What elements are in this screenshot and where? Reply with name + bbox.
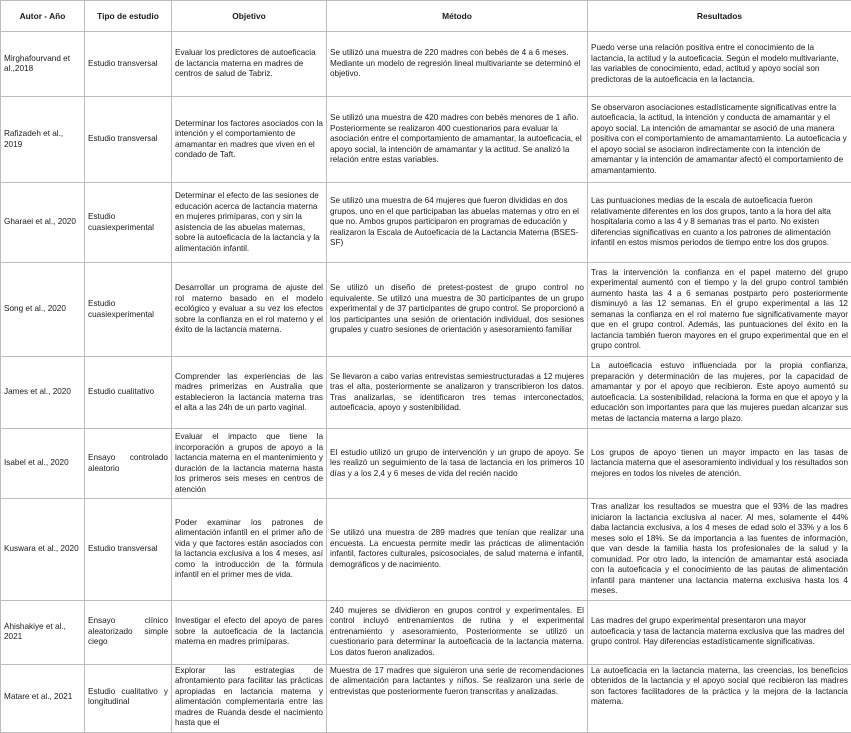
cell-objetivo: Determinar el efecto de las sesiones de educación acerca de lactancia materna en mujeres primíparas, con y sin la asistencia de las abuelas maternas, sobre la autoeficacia de la lactancia y la alimentación infantil.	[172, 183, 327, 263]
cell-objetivo: Comprender las experiencias de las madres primerizas en Australia que establecieron la lactancia materna tras el alta a las 24h de un parto vaginal.	[172, 357, 327, 429]
cell-resultados: Se observaron asociaciones estadísticamente significativas entre la autoeficacia, la actitud, la intención y conducta de amamantar y el apoyo social. La intención de amamantar se asoció de una manera positiva con el comportamiento de amamantamiento. La autoeficacia y el apoyo social se asociaron indirectamente con la intención de amamantar y la intención de amamantar afectó el comportamiento de amamantamiento.	[588, 97, 851, 183]
cell-metodo: Se utilizó una muestra de 220 madres con bebés de 4 a 6 meses. Mediante un modelo de regresión lineal multivariante se determinó el objetivo.	[327, 32, 588, 97]
header-objetivo: Objetivo	[172, 1, 327, 32]
cell-autor: Isabel et al., 2020	[1, 429, 85, 499]
cell-autor: James et al., 2020	[1, 357, 85, 429]
header-resultados: Resultados	[588, 1, 851, 32]
header-row	[1, 1, 851, 32]
table-row	[1, 97, 851, 183]
cell-tipo: Estudio cuasiexperimental	[85, 263, 172, 357]
cell-autor: Gharaei et al., 2020	[1, 183, 85, 263]
cell-metodo: El estudio utilizó un grupo de intervención y un grupo de apoyo. Se les realizó un seguimiento de la tasa de lactancia en los primeros 10 días y a los 2,4 y 6 meses de vida del recién nacido	[327, 429, 588, 499]
cell-metodo: Se llevaron a cabo varias entrevistas semiestructuradas a 12 mujeres tras el alta, posteriormente se analizaron y transcribieron los datos. Tras analizarlas, se identificaron tres temas interconectados, autoeficacia, apoyo y sostenibilidad.	[327, 357, 588, 429]
cell-resultados: Tras analizar los resultados se muestra que el 93% de las madres iniciaron la lactancia exclusiva al nacer. Al mes, solamente el 44% daba lactancia exclusiva, a los 4 meses de edad solo el 33% y a los 6 meses solo el 18%. Se da importancia a las fuentes de información, que van desde la familia hasta los profesionales de la salud y la comunidad. Por otro lado, la intención de amamantar está asociada con la autoeficacia y el conocimiento de las pautas de alimentación infantil para mantener una lactancia materna exclusiva hasta los 4 meses.	[588, 499, 851, 601]
cell-metodo: Se utilizó una muestra de 64 mujeres que fueron divididas en dos grupos, uno en el que participaban las abuelas maternas y otro en el que no. Ambos grupos participaron en programas de educación y realizaron la Escala de Autoeficacia de la Lactancia Materna (BSES-SF)	[327, 183, 588, 263]
cell-tipo: Estudio transversal	[85, 499, 172, 601]
cell-tipo: Estudio cuasiexperimental	[85, 183, 172, 263]
cell-autor: Song et al., 2020	[1, 263, 85, 357]
cell-resultados: La autoeficacia estuvo influenciada por la propia confianza, preparación y determinación de las mujeres, por la capacidad de amamantar y por el apoyo que recibieron. Este apoyo aumentó su autoeficacia. La sostenibilidad, relaciona la forma en que el apoyo y la educación son importantes para que las mujeres puedan alcanzar sus metas de lactancia materna a largo plazo.	[588, 357, 851, 429]
cell-objetivo: Desarrollar un programa de ajuste del rol materno basado en el modelo ecológico y evaluar a su vez los efectos sobre la confianza en el rol materno y el éxito de la lactancia materna.	[172, 263, 327, 357]
table-row	[1, 664, 851, 732]
table-row	[1, 263, 851, 357]
header-autor: Autor - Año	[1, 1, 85, 32]
cell-resultados: Las madres del grupo experimental presentaron una mayor autoeficacia y tasa de lactancia materna exclusiva que las madres del grupo control. Hay diferencias estadísticamente significativas.	[588, 600, 851, 664]
cell-tipo: Ensayo controlado aleatorio	[85, 429, 172, 499]
table-row	[1, 429, 851, 499]
cell-metodo: Se utilizó un diseño de pretest-postest de grupo control no equivalente. Se utilizó una muestra de 30 participantes de un grupo experimental y de 37 participantes de grupo control. Se proporcionó a los participantes una sesión de orientación individual, dos sesiones grupales y cuatro sesiones de orientación y asesoramiento familiar	[327, 263, 588, 357]
cell-tipo: Estudio transversal	[85, 32, 172, 97]
cell-metodo: 240 mujeres se dividieron en grupos control y experimentales. El control incluyó entrenamientos de rutina y el experimental entrenamiento y asesoramiento, Posteriormente se utilizó un cuestionario para determinar la autoeficacia de la lactancia materna. Los datos fueron analizados.	[327, 600, 588, 664]
cell-resultados: Tras la intervención la confianza en el papel materno del grupo experimental aumentó con el tiempo y la del grupo control también aumento hasta las 4 a 6 semanas postparto pero posteriormente disminuyó a las 12 semanas. En el grupo experimental a las 12 semanas la confianza en el rol materno fue significativamente mayor que en el grupo control. Además, las puntuaciones del éxito en la lactancia también fueron mayores en el grupo experimental que en el grupo control.	[588, 263, 851, 357]
cell-objetivo: Explorar las estrategias de afrontamiento para facilitar las prácticas apropiadas en lactancia materna y alimentación complementaria entre las madres de Ruanda desde el nacimiento hasta que el	[172, 664, 327, 732]
table-row	[1, 357, 851, 429]
cell-resultados: Las puntuaciones medias de la escala de autoeficacia fueron relativamente diferentes en los dos grupos, tanto a la hora del alta hospitalaria como a las 4 y 8 semanas tras el parto. No existen diferencias significativas en cuanto a los patrones de alimentación infantil en estos mismos periodos de tiempo entre los dos grupos.	[588, 183, 851, 263]
header-tipo: Tipo de estudio	[85, 1, 172, 32]
table-row	[1, 32, 851, 97]
cell-autor: Kuswara et al., 2020	[1, 499, 85, 601]
header-metodo: Método	[327, 1, 588, 32]
cell-objetivo: Investigar el efecto del apoyo de pares sobre la autoeficacia de la lactancia materna en madres primíparas.	[172, 600, 327, 664]
cell-autor: Matare et al., 2021	[1, 664, 85, 732]
cell-metodo: Se utilizó una muestra de 420 madres con bebés menores de 1 año. Posteriormente se realizaron 400 cuestionarios para evaluar la asociación entre el comportamiento de amamantar, la autoeficacia, el apoyo social, la intención de amamantar y la actitud. Se analizó la relación entre estas variables.	[327, 97, 588, 183]
cell-objetivo: Determinar los factores asociados con la intención y el comportamiento de amamantar en madres que viven en el condado de Taft.	[172, 97, 327, 183]
cell-autor: Rafizadeh et al., 2019	[1, 97, 85, 183]
cell-resultados: La autoeficacia en la lactancia materna, las creencias, los beneficios obtenidos de la lactancia y el apoyo social que recibieron las madres son factores facilitadores de la práctica y la mejora de la lactancia materna.	[588, 664, 851, 732]
cell-tipo: Estudio transversal	[85, 97, 172, 183]
cell-autor: Mirghafourvand et al.,2018	[1, 32, 85, 97]
cell-objetivo: Evaluar el impacto que tiene la incorporación a grupos de apoyo a la lactancia materna en el mantenimiento y duración de la lactancia materna hasta los primeros seis meses en centros de atención	[172, 429, 327, 499]
cell-metodo: Se utilizó una muestra de 289 madres que tenían que realizar una encuesta. La encuesta permite medir las prácticas de alimentación infantil, factores culturales, psicosociales, de salud materna e infantil, demográficos y de nacimiento.	[327, 499, 588, 601]
cell-resultados: Los grupos de apoyo tienen un mayor impacto en las tasas de lactancia materna que el asesoramiento individual y los resultados son mejores en todos los niveles de atención.	[588, 429, 851, 499]
table-row	[1, 183, 851, 263]
cell-tipo: Ensayo clínico aleatorizado simple ciego	[85, 600, 172, 664]
table-row	[1, 600, 851, 664]
cell-objetivo: Evaluar los predictores de autoeficacia de lactancia materna en madres de centros de salud de Tabriz.	[172, 32, 327, 97]
cell-tipo: Estudio cualitativo	[85, 357, 172, 429]
cell-metodo: Muestra de 17 madres que siguieron una serie de recomendaciones de alimentación para lactantes y niños. Se realizaron una serie de entrevistas que posteriormente fueron transcritas y analizadas.	[327, 664, 588, 732]
cell-tipo: Estudio cualitativo y longitudinal	[85, 664, 172, 732]
cell-objetivo: Poder examinar los patrones de alimentación infantil en el primer año de vida y que factores están asociados con la lactancia exclusiva a los 4 meses, así como la introducción de la fórmula infantil en el primer mes de vida.	[172, 499, 327, 601]
table-row	[1, 499, 851, 601]
cell-resultados: Puedo verse una relación positiva entre el conocimiento de la lactancia, la actitud y la autoeficacia. Según el modelo multivariante, las variables de conocimiento, edad, actitud y apoyo social son predictoras de la autoeficacia en la lactancia.	[588, 32, 851, 97]
cell-autor: Ahishakiye et al., 2021	[1, 600, 85, 664]
